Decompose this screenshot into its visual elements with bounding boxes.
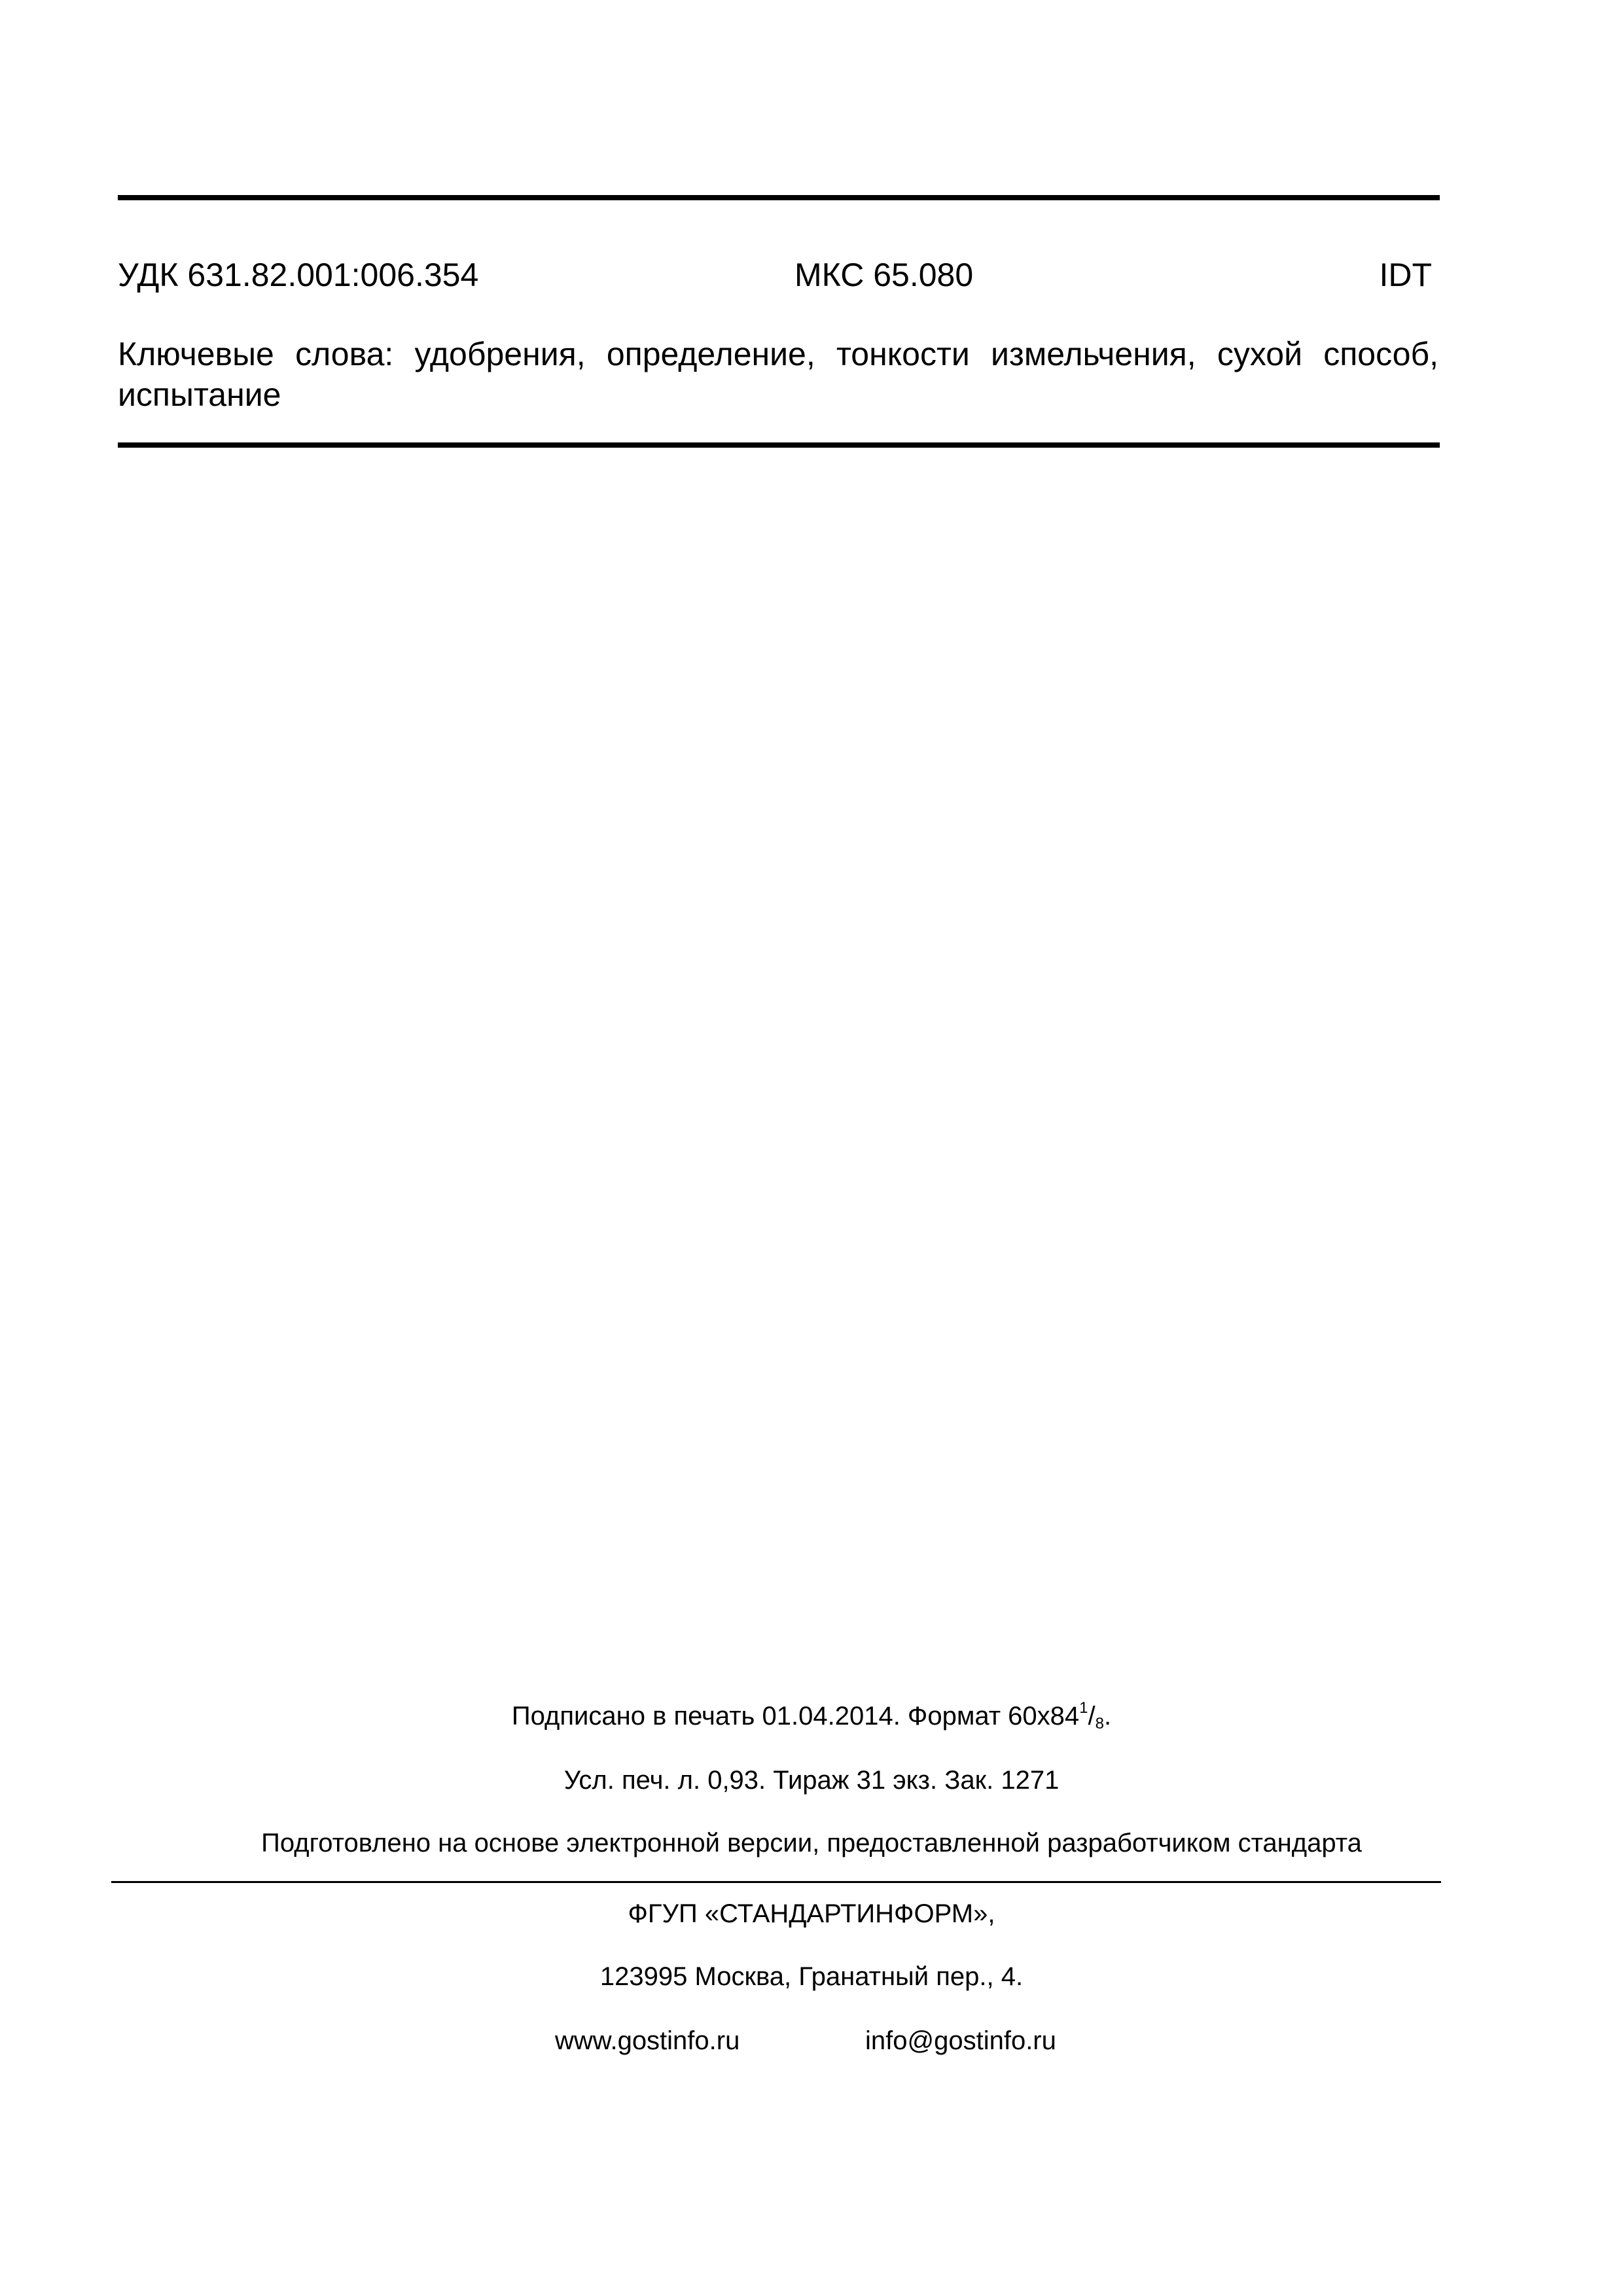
email-link[interactable]: info@gostinfo.ru xyxy=(865,2026,1056,2055)
keywords xyxy=(118,334,1438,415)
keywords-line-1: Ключевые слова: удобрения, определение, тонкости измельчения, сухой способ, xyxy=(118,336,1438,372)
publisher-address: 123995 Москва, Гранатный пер., 4. xyxy=(599,1962,1024,1991)
imprint-rule xyxy=(111,1881,1441,1883)
format-numerator: 1 xyxy=(1079,1699,1088,1717)
signed-line: Подписано в печать 01.04.2014. Формат $60x84^1/_8$. xyxy=(511,1699,1112,1732)
harmonization-degree: IDT xyxy=(1379,257,1432,293)
format-suffix: . xyxy=(1103,1702,1112,1731)
website-link[interactable]: www.gostinfo.ru xyxy=(555,2026,740,2055)
bottom-rule xyxy=(118,442,1440,448)
prepared-note: Подготовлено на основе электронной версии, предоставленной разработчиком стандарта xyxy=(261,1829,1362,1857)
print-info: Усл. печ. л. 0,93. Тираж 31 экз. Зак. 1271 xyxy=(563,1766,1060,1795)
udk-code: УДК 631.82.001:006.354 xyxy=(118,257,479,293)
format-denominator: 8 xyxy=(1095,1715,1104,1732)
top-rule xyxy=(118,195,1440,200)
mks-code: МКС 65.080 xyxy=(794,257,974,293)
keywords-line-2: испытание xyxy=(118,376,281,413)
signed-text: Подписано в печать 01.04.2014. Формат 60x84 xyxy=(511,1702,1080,1731)
publisher-name: ФГУП «СТАНДАРТИНФОРМ», xyxy=(628,1899,995,1928)
